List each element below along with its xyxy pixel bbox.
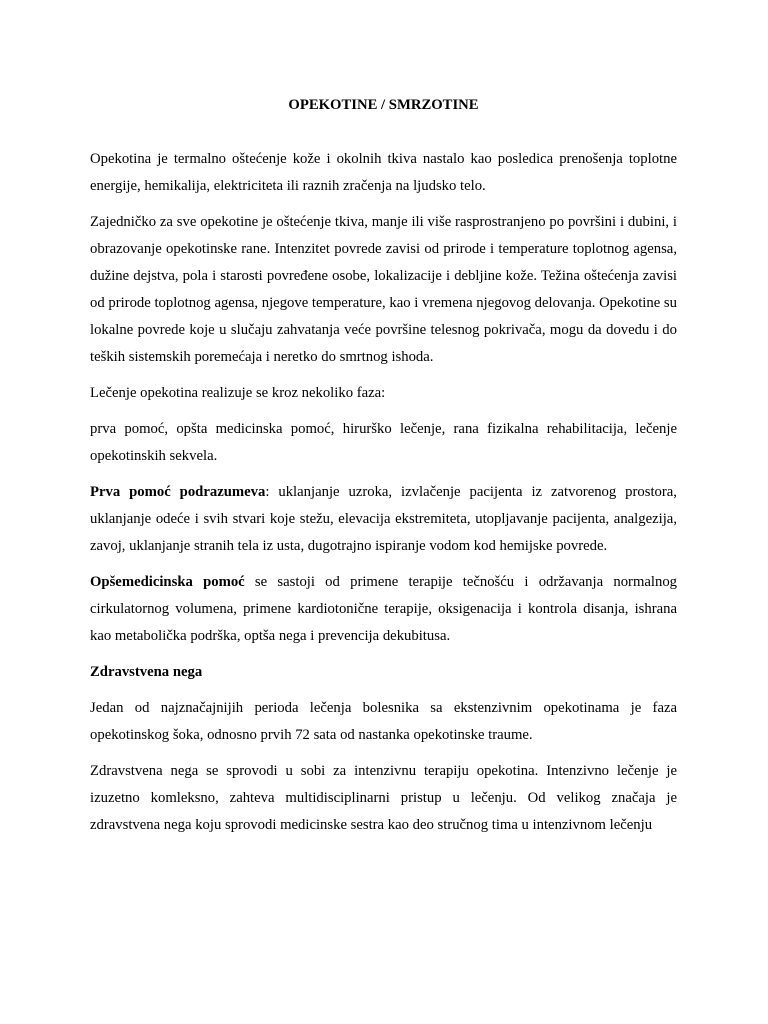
first-aid-text: : uklanjanje uzroka, izvlačenje pacijenta iz zatvorenog prostora, uklanjanje odeće i svih stvari koje stežu, elevacija ekstremiteta, utopljavanje pacijenta, analgezija, zavoj, uklanjanje stranih tela iz usta, dugotrajno ispiranje vodom kod hemijske povrede. bbox=[90, 484, 677, 554]
paragraph-burn-shock: Jedan od najznačajnijih perioda lečenja bolesnika sa ekstenzivnim opekotinama je faza opekotinskog šoka, odnosno prvih 72 sata od nastanka opekotinske traume. bbox=[90, 700, 677, 743]
first-aid-label: Prva pomoć podrazumeva bbox=[90, 484, 266, 500]
paragraph-first-aid bbox=[90, 479, 677, 560]
paragraph-definition: Opekotina je termalno oštećenje kože i okolnih tkiva nastalo kao posledica prenošenja toplotne energije, hemikalija, elektriciteta ili raznih zračenja na ljudsko telo. bbox=[90, 151, 677, 194]
document-title: OPEKOTINE / SMRZOTINE bbox=[288, 97, 479, 113]
general-medical-aid-label: Opšemedicinska pomoć bbox=[90, 574, 245, 590]
general-medical-aid-text: se sastoji od primene terapije tečnošću i održavanja normalnog cirkulatornog volumena, primene kardiotonične terapije, oksigenacija i kontrola disanja, ishrana kao metabolička podrška, optša nega i prevencija dekubitusa. bbox=[90, 574, 678, 644]
document-page bbox=[90, 92, 677, 848]
paragraph-treatment-phases-intro: Lečenje opekotina realizuje se kroz nekoliko faza: bbox=[90, 385, 386, 401]
paragraph-general-medical-aid bbox=[90, 569, 677, 650]
paragraph-intensive-care: Zdravstvena nega se sprovodi u sobi za intenzivnu terapiju opekotina. Intenzivno lečenje je izuzetno komleksno, zahteva multidisciplinarni pristup u lečenju. Od velikog značaja je zdravstvena nega koju sprovodi medicinske sestra kao deo stručnog tima u intenzivnom lečenju bbox=[90, 763, 677, 833]
paragraph-treatment-phases-list: prva pomoć, opšta medicinska pomoć, hirurško lečenje, rana fizikalna rehabilitacija, lečenje opekotinskih sekvela. bbox=[90, 421, 677, 464]
section-heading-health-care: Zdravstvena nega bbox=[90, 664, 203, 680]
paragraph-general: Zajedničko za sve opekotine je oštećenje tkiva, manje ili više rasprostranjeno po površini i dubini, i obrazovanje opekotinske rane. Intenzitet povrede zavisi od prirode i temperature toplotnog agensa, dužine dejstva, pola i starosti povređene osobe, lokalizacije i debljine kože. Težina oštećenja zavisi od prirode toplotnog agensa, njegove temperature, kao i vremena njegovog delovanja. Opekotine su lokalne povrede koje u slučaju zahvatanja veće površine telesnog pokrivača, mogu da dovedu i do teških sistemskih poremećaja i neretko do smrtnog ishoda. bbox=[90, 214, 677, 365]
